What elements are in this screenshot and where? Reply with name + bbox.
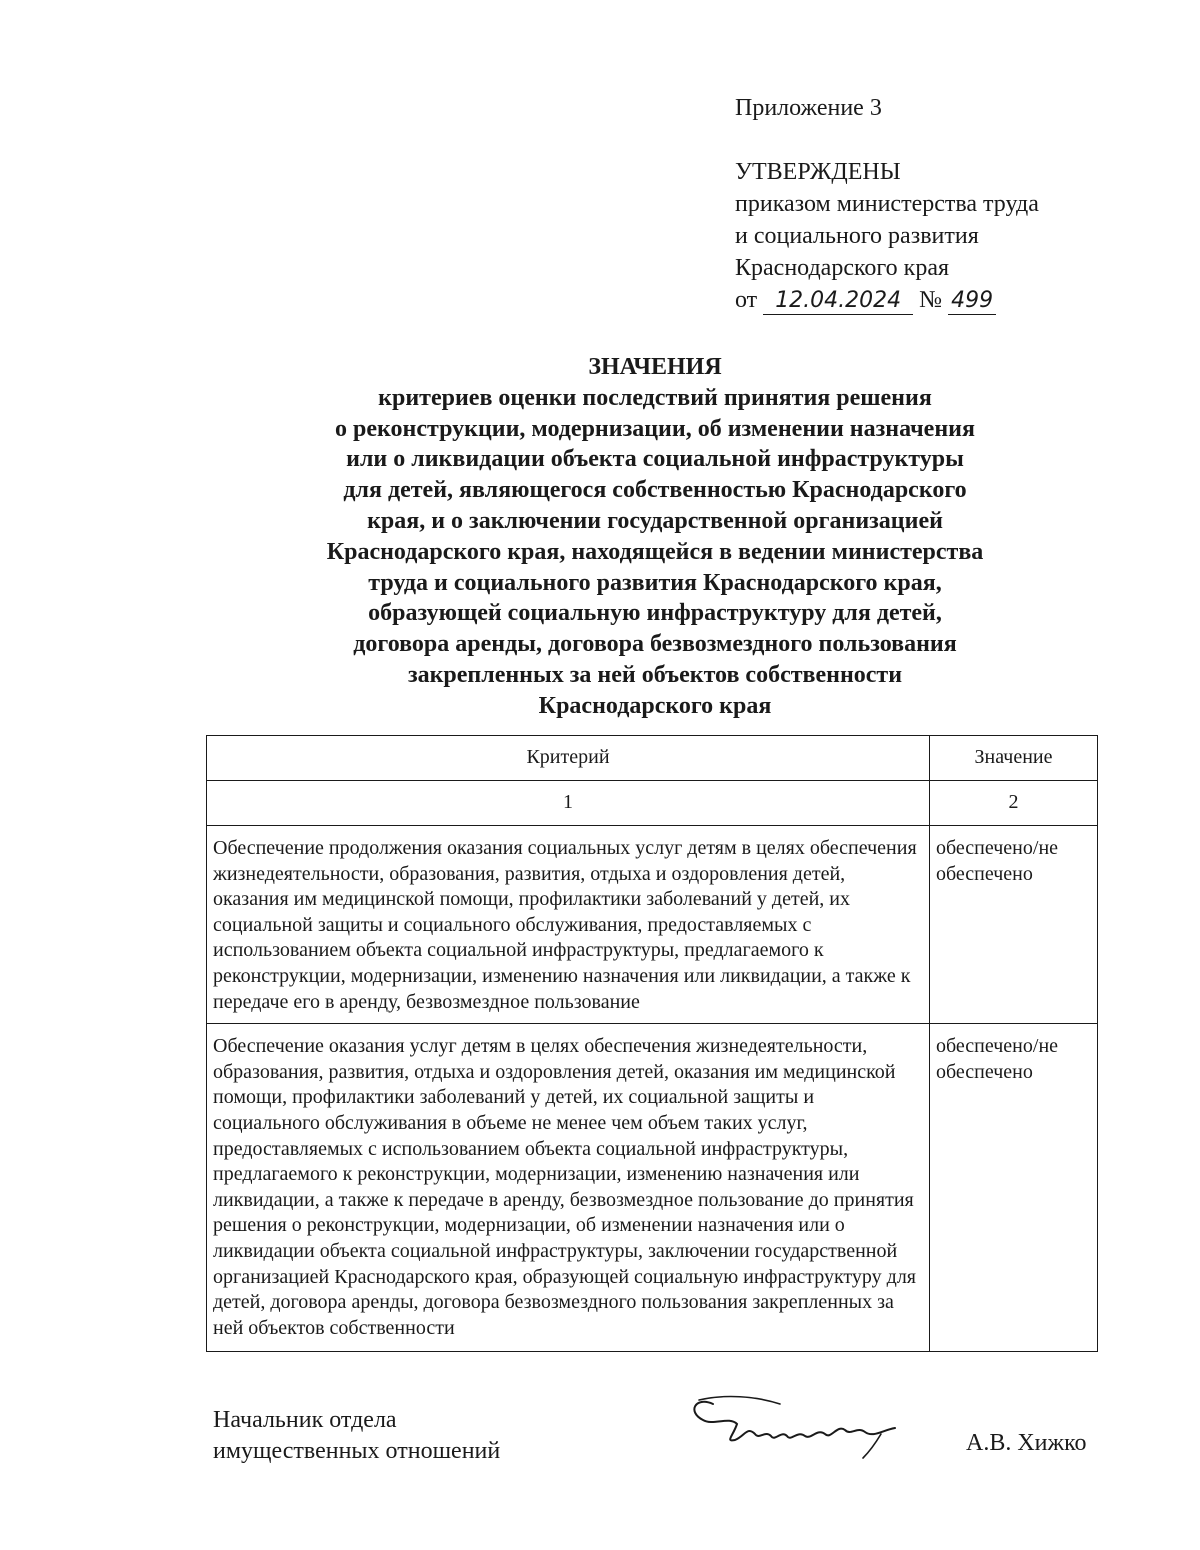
column-number-row: [207, 781, 1098, 826]
order-line-1: приказом министерства труда: [735, 191, 1039, 217]
order-number: 499: [948, 288, 996, 315]
table-header-row: [207, 736, 1098, 781]
order-line-2: и социального развития: [735, 223, 979, 249]
position-line-2: имущественных отношений: [213, 1438, 501, 1464]
approved-label: УТВЕРЖДЕНЫ: [735, 159, 901, 185]
criteria-table: [206, 735, 1098, 1352]
appendix-label: Приложение 3: [735, 95, 882, 121]
signature-icon: [685, 1390, 925, 1460]
order-date: 12.04.2024: [763, 288, 913, 315]
document-title: [200, 352, 1110, 722]
value-cell: обеспечено/не обеспечено: [930, 1024, 1098, 1352]
criterion-cell: Обеспечение оказания услуг детям в целях обеспечения жизнедеятельности, образования, развития, отдыха и оздоровления детей, оказания им медицинской помощи, профилактики заболеваний у детей, их социальной защиты и социального обслуживания в объеме не менее чем объем таких услуг, предоставляемых с использованием объекта социальной инфраструктуры, предлагаемого к реконструкции, модернизации, изменению назначения или ликвидации, а также к передаче в аренду, безвозмездное пользование до принятия решения о реконструкции, модернизации, об изменении назначения или о ликвидации объекта социальной инфраструктуры, заключении государственной организацией Краснодарского края, образующей социальную инфраструктуру для детей, договора аренды, договора безвозмездного пользования закрепленных за ней объектов собственности: [207, 1024, 930, 1352]
date-prefix: от: [735, 287, 758, 313]
order-line-3: Краснодарского края: [735, 255, 950, 281]
signatory-position: [213, 1405, 500, 1467]
value-cell: обеспечено/не обеспечено: [930, 826, 1098, 1024]
column-number-2: 2: [930, 781, 1098, 826]
column-number-1: 1: [207, 781, 930, 826]
header-value: Значение: [930, 736, 1098, 781]
title-heading: ЗНАЧЕНИЯ: [588, 354, 722, 380]
title-body: критериев оценки последствий принятия решения о реконструкции, модернизации, об изменении назначения или о ликвидации объекта социальной инфраструктуры для детей, являющегося собственностью Краснодарского края, и о заключении государственной организацией Краснодарского края, находящейся в ведении министерства труда и социального развития Краснодарского края, образующей социальную инфраструктуру для детей, договора аренды, договора безвозмездного пользования закрепленных за ней объектов собственности Краснодарского края: [326, 384, 984, 719]
position-line-1: Начальник отдела: [213, 1407, 397, 1433]
table-row: [207, 1024, 1098, 1352]
approval-block: [735, 92, 1155, 316]
signatory-name: А.В. Хижко: [966, 1430, 1087, 1456]
number-prefix: №: [919, 287, 943, 313]
criterion-cell: Обеспечение продолжения оказания социальных услуг детям в целях обеспечения жизнедеятельности, образования, развития, отдыха и оздоровления детей, оказания им медицинской помощи, профилактики заболеваний у детей, их социальной защиты и социального обслуживания, предоставляемых с использованием объекта социальной инфраструктуры, предлагаемого к реконструкции, модернизации, изменению назначения или ликвидации, а также к передаче его в аренду, безвозмездное пользование: [207, 826, 930, 1024]
order-date-line: [735, 284, 1155, 316]
header-criterion: Критерий: [207, 736, 930, 781]
table-row: [207, 826, 1098, 1024]
